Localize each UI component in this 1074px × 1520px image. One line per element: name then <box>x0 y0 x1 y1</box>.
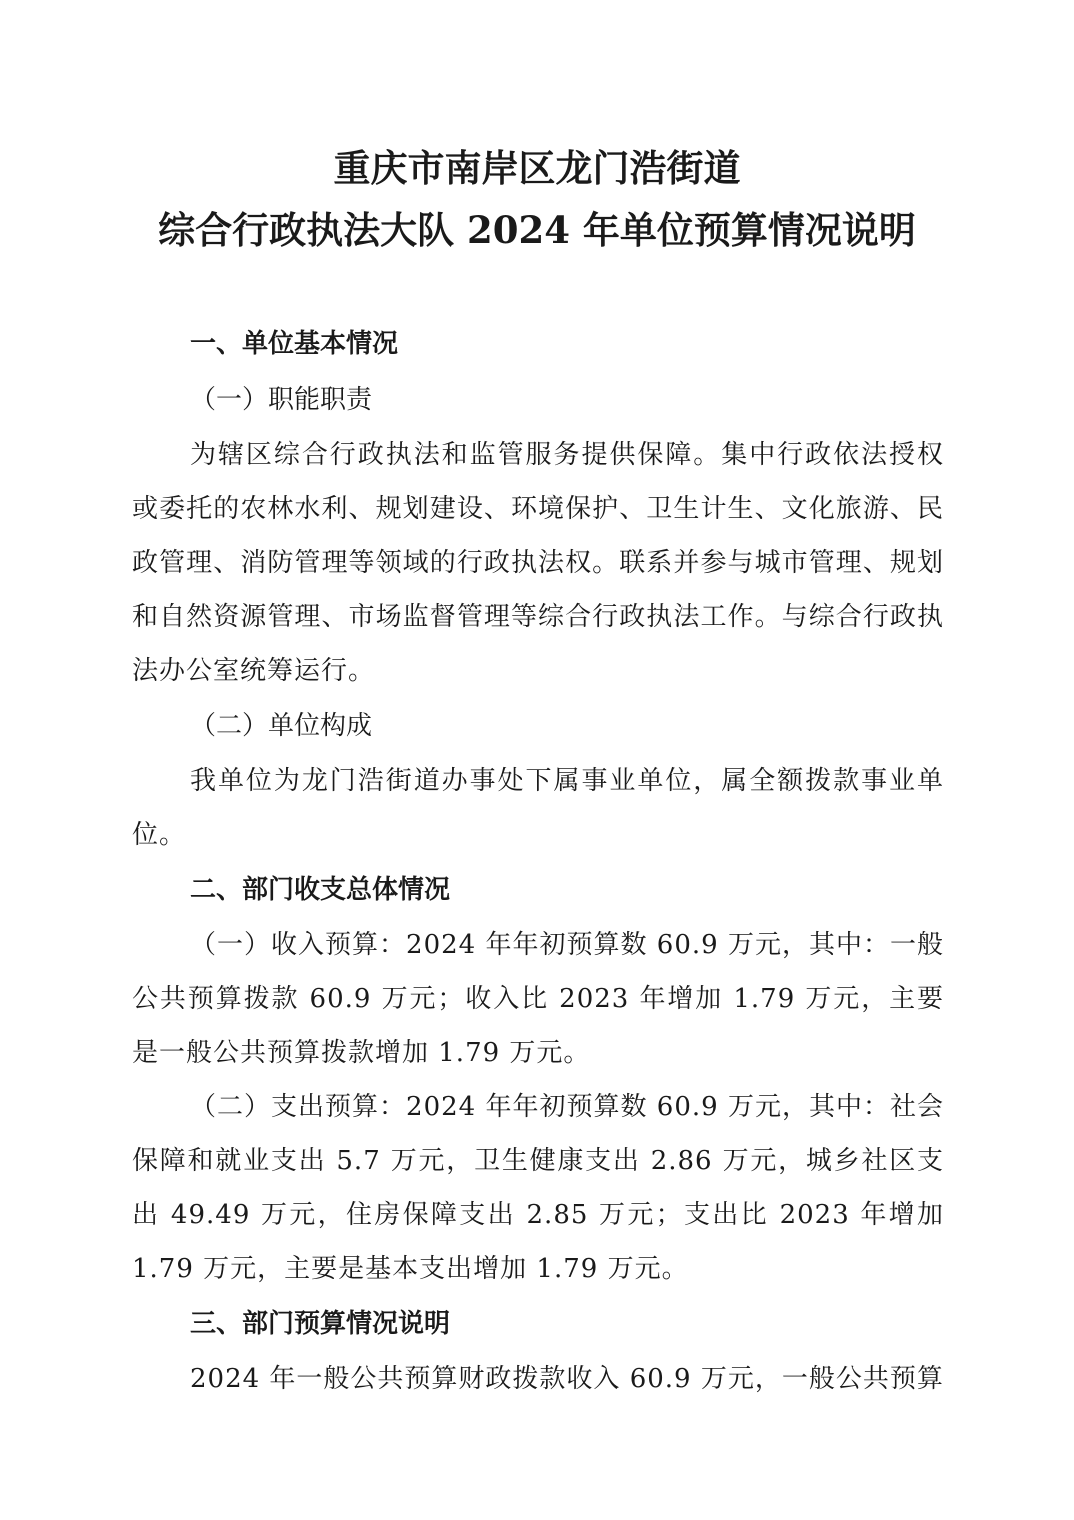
section3-heading: 三、部门预算情况说明 <box>190 1309 451 1339</box>
section2-income-paragraph: （一）收入预算：2024 年年初预算数 60.9 万元，其中：一般公共预算拨款 60.9 万元；收入比 2023 年增加 1.79 万元，主要是一般公共预算拨款增加 1.79 万元。 <box>132 930 944 1068</box>
section1-sub2-paragraph: 我单位为龙门浩街道办事处下属事业单位，属全额拨款事业单位。 <box>132 766 944 850</box>
section1-sub1-heading: （一）职能职责 <box>190 385 373 415</box>
section1-sub2-heading: （二）单位构成 <box>190 711 373 741</box>
section2-expense-paragraph: （二）支出预算：2024 年年初预算数 60.9 万元，其中：社会保障和就业支出 5.7 万元，卫生健康支出 2.86 万元，城乡社区支出 49.49 万元，住房保障支出 2.85 万元；支出比 2023 年增加 1.79 万元，主要是基本支出增加 1.79 万元。 <box>132 1092 944 1284</box>
section1-heading: 一、单位基本情况 <box>190 329 399 359</box>
section1-sub1-paragraph: 为辖区综合行政执法和监管服务提供保障。集中行政依法授权或委托的农林水利、规划建设、环境保护、卫生计生、文化旅游、民政管理、消防管理等领域的行政执法权。联系并参与城市管理、规划和自然资源管理、市场监督管理等综合行政执法工作。与综合行政执法办公室统筹运行。 <box>132 440 944 686</box>
document-body <box>132 316 944 1406</box>
section3-paragraph: 2024 年一般公共预算财政拨款收入 60.9 万元，一般公共预算 <box>190 1364 944 1394</box>
document-title-line1: 重庆市南岸区龙门浩街道 <box>333 146 741 190</box>
document-title-line2: 综合行政执法大队 2024 年单位预算情况说明 <box>158 208 916 252</box>
section2-heading: 二、部门收支总体情况 <box>190 875 451 905</box>
